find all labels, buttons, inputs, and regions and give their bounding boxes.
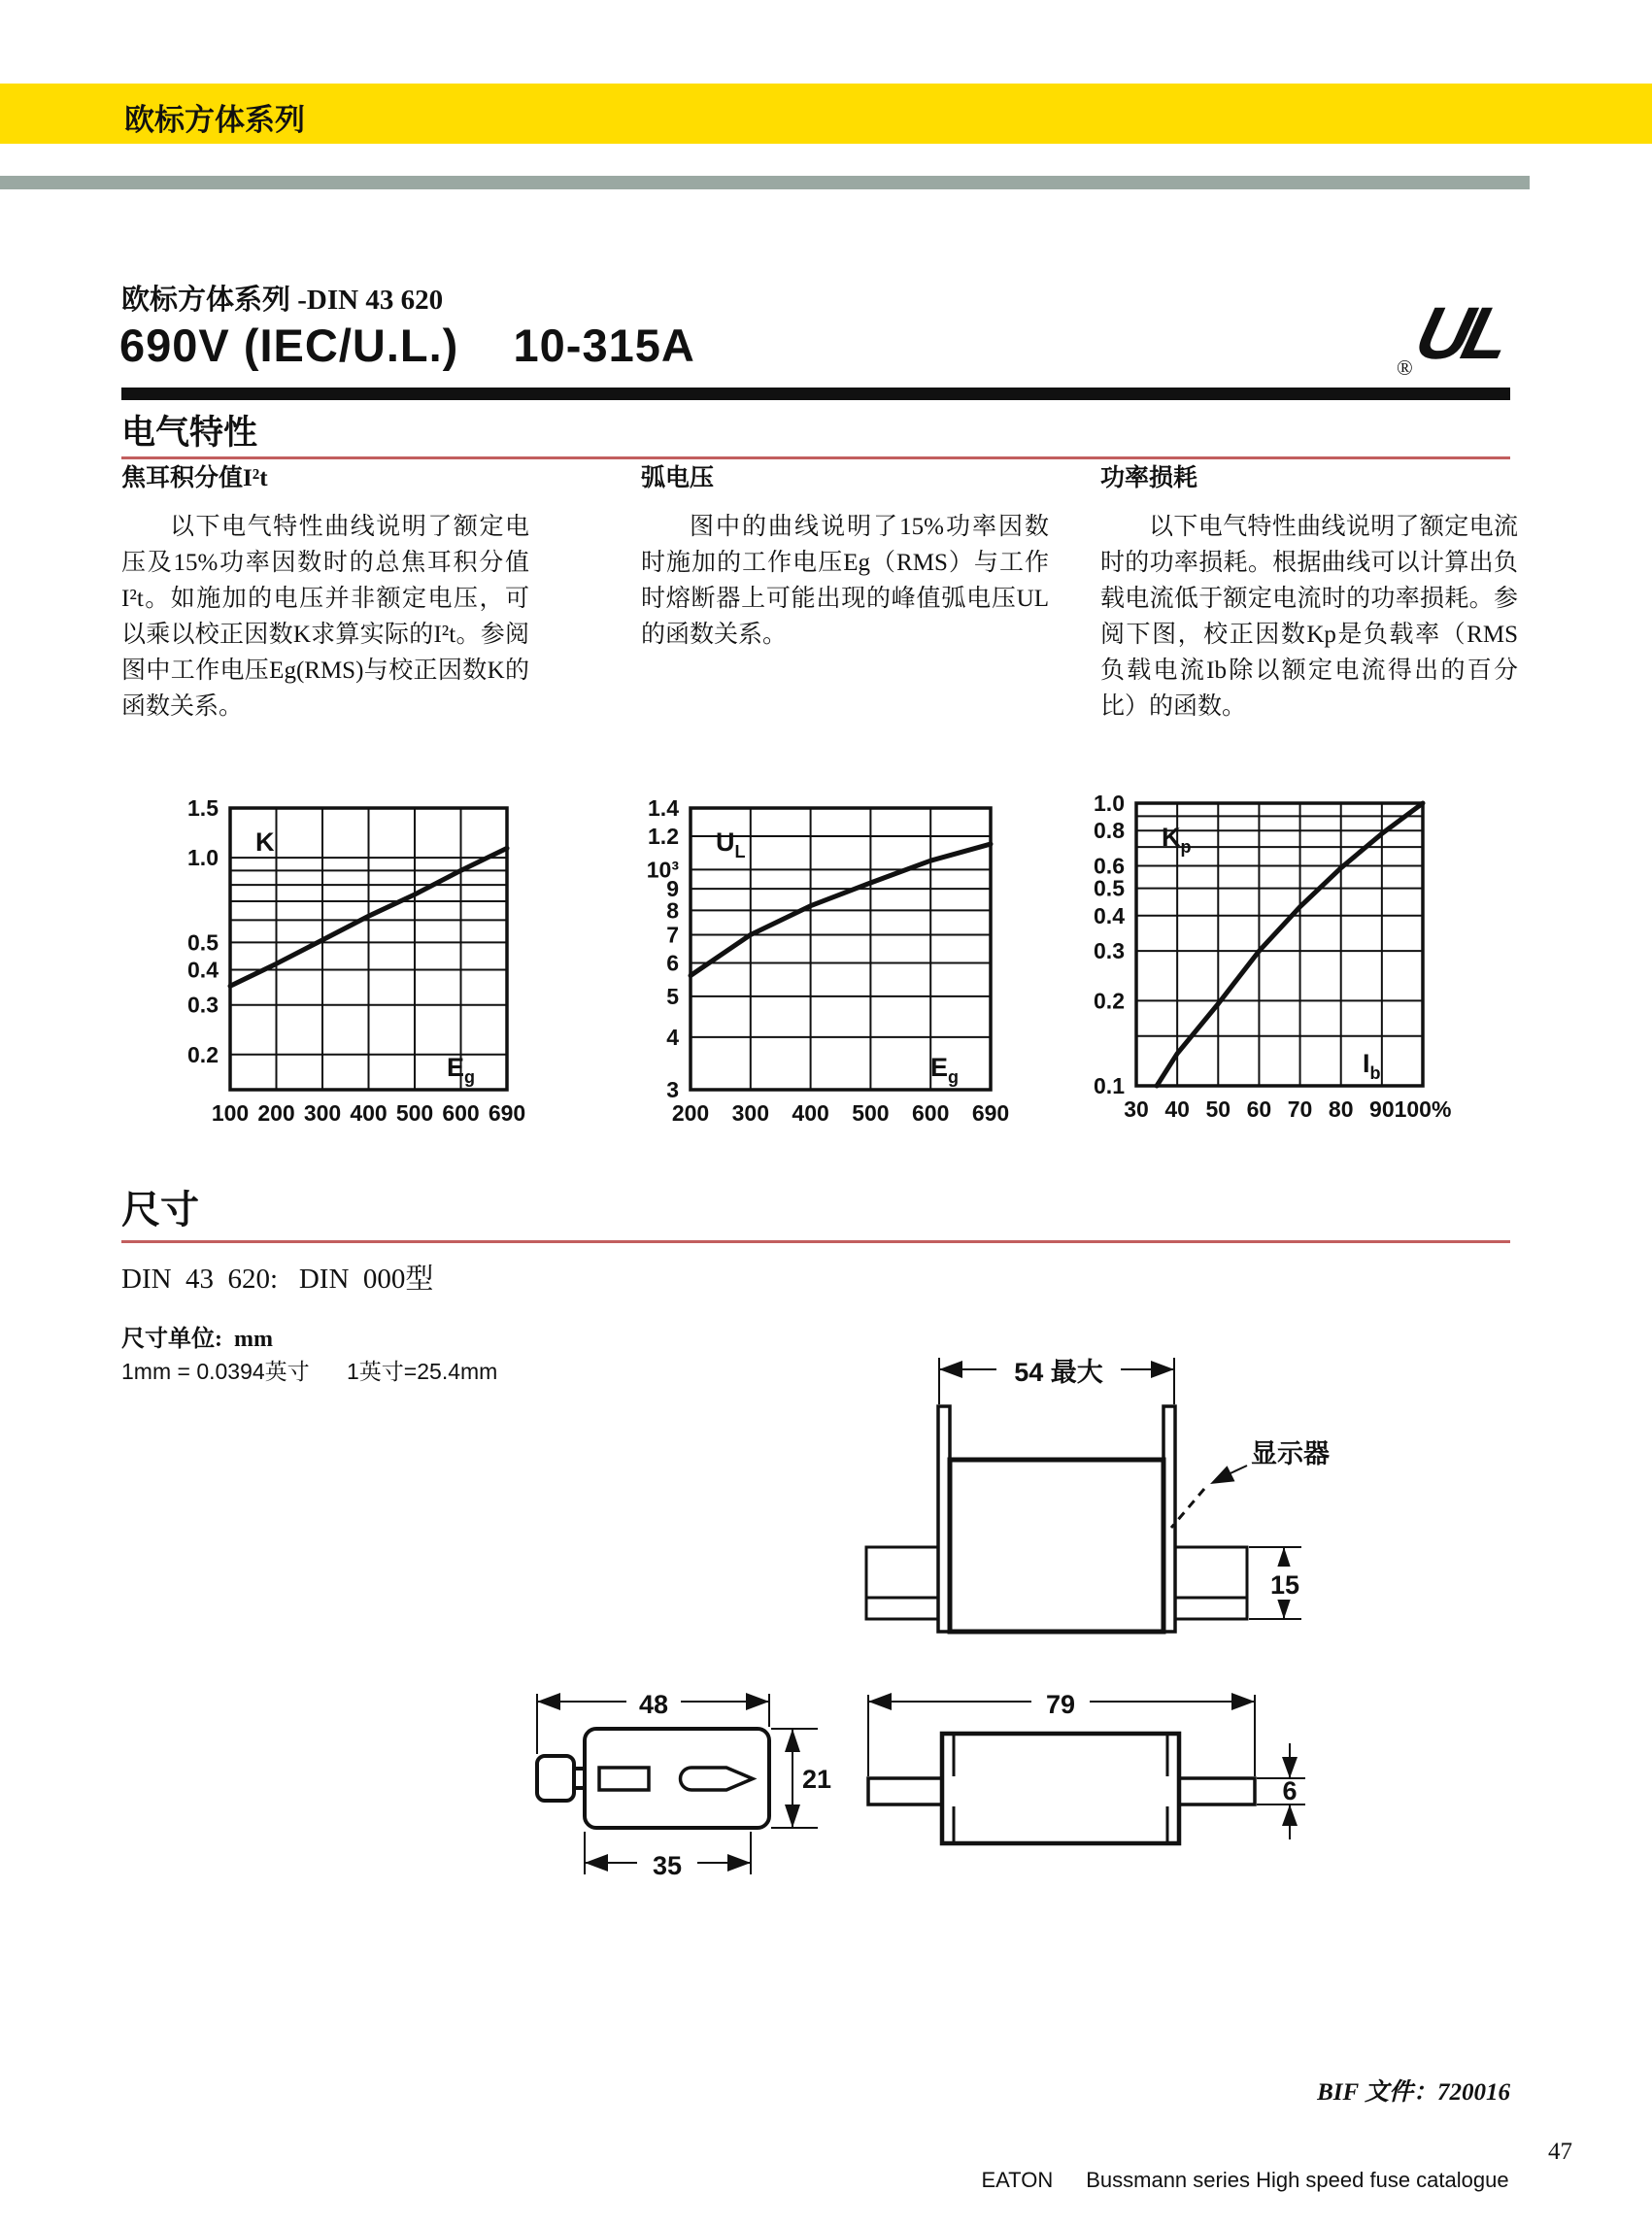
arrowhead-icon [1282,1804,1298,1826]
svg-text:500: 500 [395,1100,434,1126]
svg-text:690: 690 [488,1100,526,1126]
svg-text:1.0: 1.0 [1094,791,1125,816]
svg-text:60: 60 [1246,1096,1272,1122]
svg-text:Kp: $K_p$ [1162,823,1192,857]
svg-text:600: 600 [912,1100,950,1126]
svg-text:3: 3 [666,1077,679,1102]
fuse-top-view-drawing [524,1680,835,1886]
dimension-unit-label: 尺寸单位: mm [121,1327,273,1352]
column-heading-power: 功率损耗 [1100,465,1198,491]
svg-text:0.5: 0.5 [1094,875,1125,901]
fuse-front-view-drawing [826,1340,1330,1661]
svg-text:600: 600 [442,1100,480,1126]
page-number: 47 [1548,2139,1572,2165]
dim-79-label: 79 [1045,1690,1076,1719]
svg-text:0.5: 0.5 [187,929,219,956]
banner-title: 欧标方体系列 [124,103,305,137]
gripper-lug [537,1756,574,1801]
arrowhead-icon [939,1361,962,1378]
svg-text:1.4: 1.4 [648,795,679,821]
column-arc-voltage [641,458,1049,653]
svg-text:1.2: 1.2 [648,824,679,850]
fuse-body-front [950,1460,1163,1632]
dim-35-label: 35 [652,1851,683,1880]
indicator-window [599,1768,649,1790]
indicator-label: 显示器 [1251,1439,1330,1468]
svg-text:90: 90 [1369,1096,1395,1122]
end-cap-lines [954,1734,1167,1843]
svg-text:0.1: 0.1 [1094,1073,1125,1098]
svg-text:Ib: $I_b$ [1363,1049,1381,1083]
svg-text:0.2: 0.2 [1094,988,1125,1014]
right-contact-tab [1175,1547,1247,1619]
arrowhead-icon [1210,1466,1235,1484]
left-tab-side [868,1778,942,1804]
series-banner [0,84,1652,144]
din-standard-line: DIN 43 620: DIN 000型 [121,1264,434,1295]
svg-text:690: 690 [971,1100,1010,1126]
column-power-loss [1100,458,1518,725]
registered-trademark-symbol: ® [1397,355,1413,380]
ul-certification-logo [1397,291,1533,388]
bif-file-reference: BIF 文件：720016 [1317,2079,1510,2106]
arrowhead-icon [537,1693,560,1710]
svg-text:50: 50 [1205,1096,1231,1122]
column-body-arc: 图中的曲线说明了15%功率因数时施加的工作电压Eg（RMS）与工作时熔断器上可能出现的峰值弧电压UL的函数关系。 [641,514,1049,648]
svg-text:100: 100 [211,1100,250,1126]
column-joule-integral [121,458,529,725]
svg-text:8: 8 [666,897,679,924]
svg-text:100%: 100% [1394,1096,1452,1122]
dimensions-section-title: 尺寸 [121,1188,199,1231]
gray-divider-bar [0,176,1530,189]
blade-slot [681,1768,754,1790]
svg-text:K: K [255,827,275,857]
svg-text:300: 300 [731,1100,769,1126]
svg-text:7: 7 [666,922,679,948]
dim-21-label: 21 [802,1765,832,1794]
svg-text:9: 9 [666,876,679,902]
arrowhead-icon [585,1854,608,1872]
svg-text:5: 5 [666,983,679,1009]
fuse-body-top [585,1729,769,1828]
column-heading-joule: 焦耳积分值I²t [121,465,268,491]
dim-48-label: 48 [638,1690,669,1719]
brand-name: EATON [981,2168,1054,2192]
arrowhead-icon [868,1693,892,1710]
svg-text:Eg: $E_g$ [930,1053,960,1087]
svg-text:UL: $U_L$ [716,827,746,861]
svg-text:40: 40 [1164,1096,1190,1122]
arrowhead-icon [1282,1757,1298,1778]
dim-15-label: 15 [1269,1570,1300,1600]
svg-text:0.3: 0.3 [1094,938,1125,964]
svg-text:1.0: 1.0 [187,845,219,871]
svg-text:200: 200 [671,1100,710,1126]
series-subtitle: 欧标方体系列 -DIN 43 620 [121,285,444,316]
column-body-joule: 以下电气特性曲线说明了额定电压及15%功率因数时的总焦耳积分值I²t。如施加的电压并非额定电压，可以乘以校正因数K求算实际的I²t。参阅图中工作电压Eg(RMS)与校正因数K的函数关系。 [121,514,529,720]
footer-catalogue-line [958,2142,1509,2218]
svg-text:0.3: 0.3 [187,992,219,1018]
dim-6-label: 6 [1282,1776,1298,1805]
dimensions-section-rule [121,1240,1510,1243]
arrowhead-icon [785,1804,800,1828]
column-body-power: 以下电气特性曲线说明了额定电流时的功率损耗。根据曲线可以计算出负载电流低于额定电流时的功率损耗。参阅下图，校正因数Kp是负载率（RMS负载电流Ib除以额定电流得出的百分比）的函数。 [1100,514,1518,720]
ul-mark-icon: UL [1407,292,1513,375]
svg-text:30: 30 [1124,1096,1149,1122]
svg-text:4: 4 [666,1024,679,1050]
svg-text:500: 500 [852,1100,890,1126]
svg-text:400: 400 [350,1100,388,1126]
arrowhead-icon [785,1729,800,1752]
svg-text:400: 400 [792,1100,829,1126]
svg-text:1.5: 1.5 [187,795,219,821]
svg-text:0.2: 0.2 [187,1041,219,1067]
arrowhead-icon [1231,1693,1255,1710]
svg-text:80: 80 [1328,1096,1354,1122]
svg-text:6: 6 [666,950,679,976]
svg-text:0.4: 0.4 [1094,902,1125,928]
svg-text:Eg: $E_g$ [447,1053,476,1087]
svg-text:70: 70 [1287,1096,1313,1122]
arrowhead-icon [1151,1361,1174,1378]
fuse-side-view-drawing [845,1685,1311,1855]
arc-voltage-chart [612,792,1010,1127]
svg-text:10³: 10³ [646,857,679,883]
page-title: 690V (IEC/U.L.) 10-315A [119,320,695,371]
joule-correction-factor-chart [155,792,524,1127]
title-divider-rule [121,388,1510,400]
column-heading-arc: 弧电压 [641,465,715,491]
catalogue-title: Bussmann series High speed fuse catalogue [1086,2168,1509,2192]
arrowhead-icon [727,1854,751,1872]
arrowhead-icon [746,1693,769,1710]
left-contact-tab [866,1547,938,1619]
svg-text:300: 300 [303,1100,342,1126]
electrical-section-title: 电气特性 [121,414,258,452]
dim-54-max-label: 54 最大 [1014,1358,1103,1387]
fuse-body-side [942,1734,1179,1843]
svg-text:200: 200 [257,1100,295,1126]
svg-text:0.6: 0.6 [1094,853,1125,879]
power-loss-correction-chart [1059,787,1467,1127]
svg-text:0.8: 0.8 [1094,818,1125,844]
right-tab-side [1179,1778,1255,1804]
unit-conversion-label: 1mm = 0.0394英寸 1英寸=25.4mm [121,1359,498,1384]
svg-text:0.4: 0.4 [187,957,219,983]
